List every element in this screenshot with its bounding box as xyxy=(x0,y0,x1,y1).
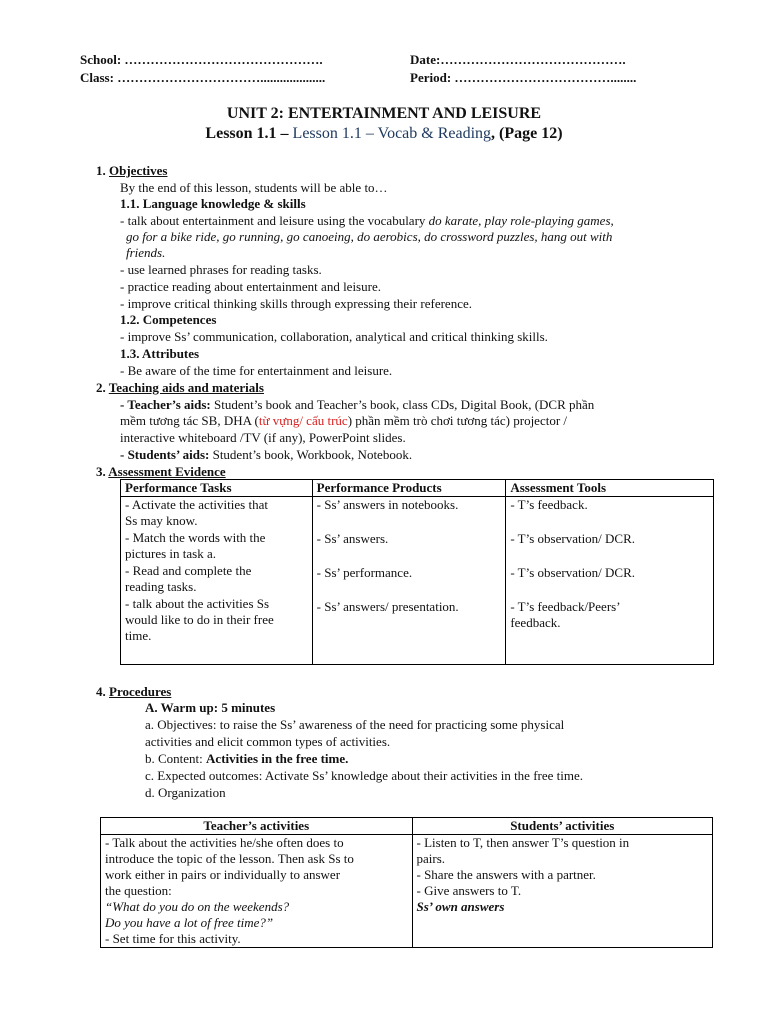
assessment-heading: 3. Assessment Evidence xyxy=(96,464,226,479)
assessment-tools-cell: - T’s feedback. - T’s observation/ DCR. - T’s observation/ DCR. - T’s feedback/Peers’ feedback. xyxy=(506,497,714,665)
language-knowledge-heading: 1.1. Language knowledge & skills xyxy=(120,196,306,211)
warmup-content: b. Content: Activities in the free time. xyxy=(145,751,349,766)
lk-line-1: - talk about entertainment and leisure using the vocabulary do karate, play role-playing games, xyxy=(120,213,614,228)
procedures-heading: 4. Procedures xyxy=(96,684,172,699)
teacher-aids-line-2: mềm tương tác SB, DHA (từ vựng/ cấu trúc) phần mềm trò chơi tương tác) projector / xyxy=(120,413,568,428)
objectives-heading: 1. Objectives xyxy=(96,163,168,178)
teacher-aids-line-1: - Teacher’s aids: Student’s book and Teacher’s book, class CDs, Digital Book, (DCR phần xyxy=(120,397,595,412)
activities-table xyxy=(100,817,713,948)
lk-line-3: friends. xyxy=(126,245,166,260)
teacher-activities-cell: - Talk about the activities he/she often does to introduce the topic of the lesson. Then ask Ss to work either in pairs or individually to answer the question: “What do you do on the weekends? Do you have a lot of free time?” - Set time for this activity. xyxy=(101,835,413,948)
teacher-aids-line-3: interactive whiteboard /TV (if any), PowerPoint slides. xyxy=(120,430,406,445)
teaching-aids-heading: 2. Teaching aids and materials xyxy=(96,380,264,395)
student-aids: - Students’ aids: Student’s book, Workbook, Notebook. xyxy=(120,447,413,462)
school-field: School: ………………………………………. xyxy=(80,52,323,67)
student-activities-cell: - Listen to T, then answer T’s question in pairs. - Share the answers with a partner. - Give answers to T. Ss’ own answers xyxy=(412,835,713,948)
col-header-students: Students’ activities xyxy=(412,818,713,835)
competences-item: - improve Ss’ communication, collaboration, analytical and critical thinking skills. xyxy=(120,329,548,344)
lk-item: - use learned phrases for reading tasks. xyxy=(120,262,322,277)
warmup-objectives-2: activities and elicit common types of activities. xyxy=(145,734,391,749)
period-field: Period: ………………………………........ xyxy=(410,70,637,85)
assessment-table xyxy=(120,479,714,665)
assessment-tasks-cell: - Activate the activities that Ss may know. - Match the words with the pictures in task a. - Read and complete the reading tasks. - talk about the activities Ss would like to do in their free time. xyxy=(121,497,313,665)
col-header-products: Performance Products xyxy=(312,480,506,497)
warmup-organization: d. Organization xyxy=(145,785,226,800)
objectives-intro: By the end of this lesson, students will be able to… xyxy=(120,180,388,195)
warmup-outcomes: c. Expected outcomes: Activate Ss’ knowledge about their activities in the free time. xyxy=(145,768,584,783)
assessment-products-cell: - Ss’ answers in notebooks. - Ss’ answers. - Ss’ performance. - Ss’ answers/ presentation. xyxy=(312,497,506,665)
lesson-link[interactable]: Lesson 1.1 – Vocab & Reading xyxy=(292,125,492,142)
attributes-heading: 1.3. Attributes xyxy=(120,346,200,361)
warmup-objectives-1: a. Objectives: to raise the Ss’ awareness of the need for practicing some physical xyxy=(145,717,565,732)
lesson-title xyxy=(0,124,768,143)
lk-item: - practice reading about entertainment and leisure. xyxy=(120,279,381,294)
col-header-teacher: Teacher’s activities xyxy=(101,818,413,835)
date-field: Date:……………………………………. xyxy=(410,52,626,67)
warmup-heading: A. Warm up: 5 minutes xyxy=(145,700,276,715)
class-field: Class: …………………………….................... xyxy=(80,70,326,85)
lesson-suffix: , (Page 12) xyxy=(491,125,563,142)
unit-title: UNIT 2: ENTERTAINMENT AND LEISURE xyxy=(226,105,542,122)
col-header-tasks: Performance Tasks xyxy=(121,480,313,497)
competences-heading: 1.2. Competences xyxy=(120,312,217,327)
lesson-prefix: Lesson 1.1 – xyxy=(205,125,293,142)
attributes-item: - Be aware of the time for entertainment and leisure. xyxy=(120,363,393,378)
lk-line-2: go for a bike ride, go running, go canoeing, do aerobics, do crossword puzzles, hang out with xyxy=(126,229,613,244)
lk-item: - improve critical thinking skills through expressing their reference. xyxy=(120,296,472,311)
col-header-tools: Assessment Tools xyxy=(506,480,714,497)
